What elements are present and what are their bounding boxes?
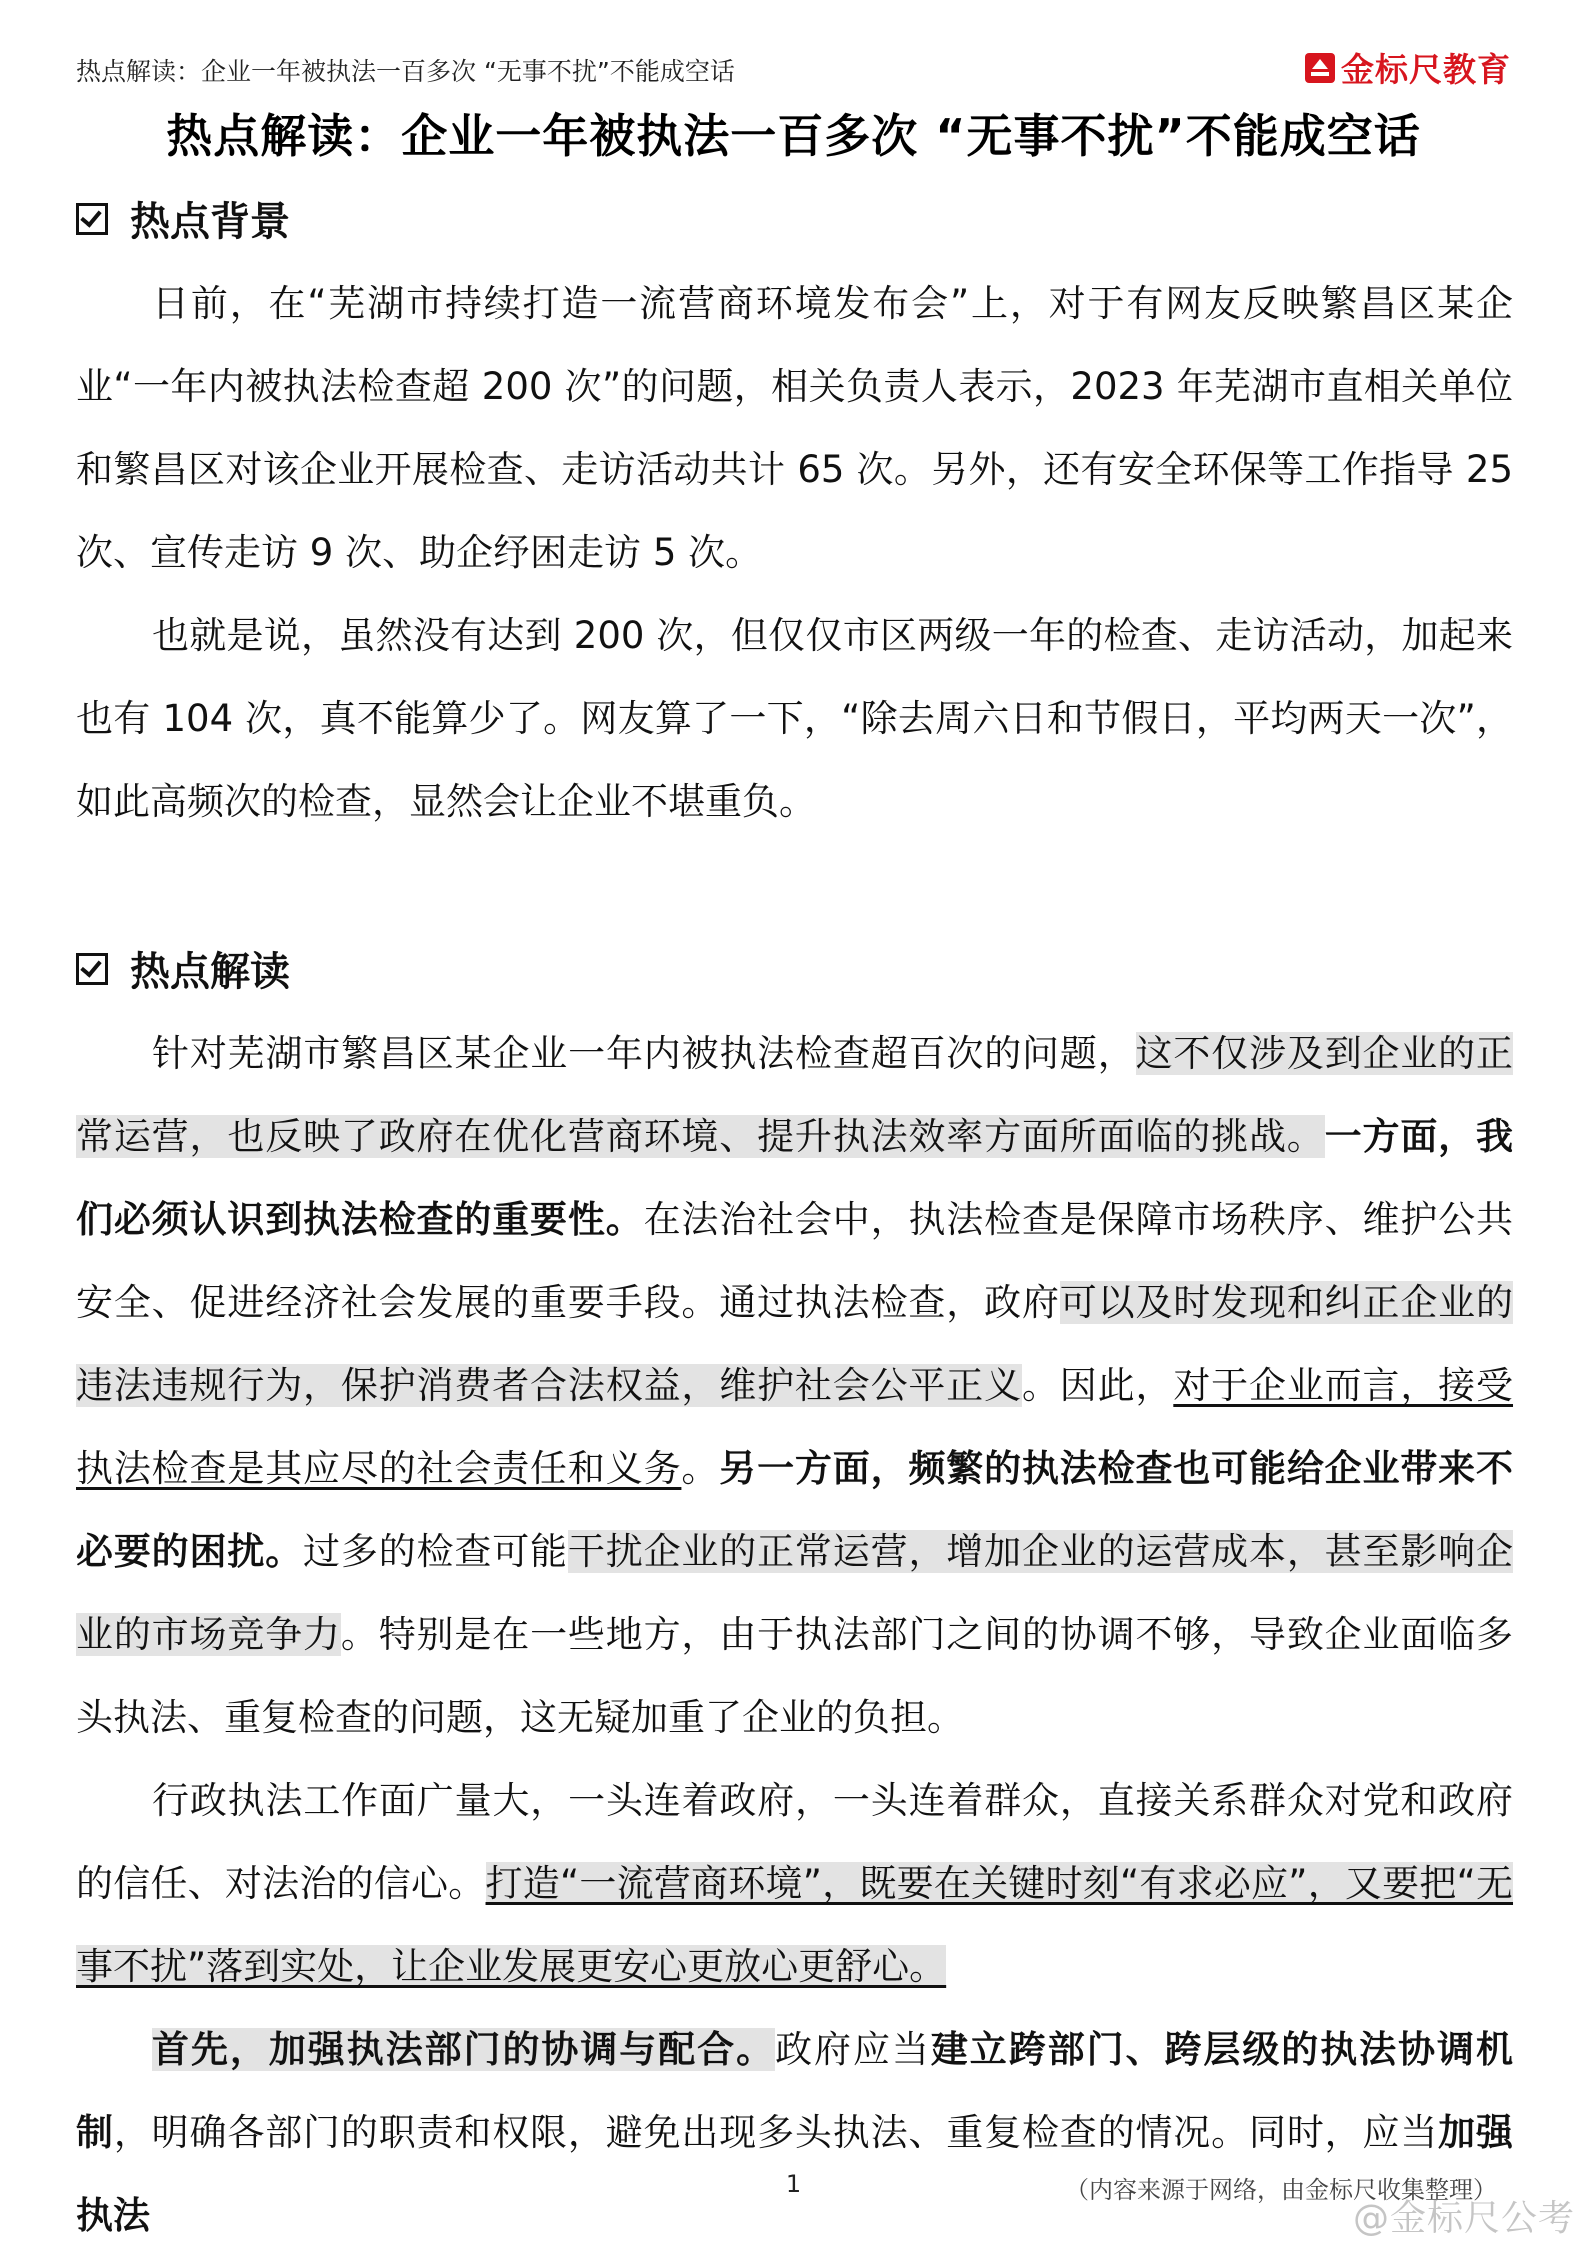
paragraph [76, 1759, 1513, 2008]
highlighted-bold-text: 首先，加强执法部门的协调与配合。 [152, 2028, 776, 2071]
page-number: 1 [785, 2170, 802, 2198]
text-run: 过多的检查可能 [303, 1530, 568, 1573]
text-run: 针对芜湖市繁昌区某企业一年内被执法检查超百次的问题， [152, 1032, 1136, 1075]
paragraph [76, 2008, 1513, 2257]
checkbox-icon [76, 953, 108, 985]
section-heading-analysis [76, 940, 290, 997]
page-footer [0, 2168, 1587, 2208]
text-run: 行政执法工作面广量大，一头连着政府，一头连着群众，直接关系群众对党和政府的信任、对法治的信心。 [76, 1779, 1513, 1905]
document-title: 热点解读：企业一年被执法一百多次 “无事不扰”不能成空话 [166, 109, 1421, 163]
text-run: ，明确各部门的职责和权限，避免出现多头执法、重复检查的情况。同时，应当 [113, 2111, 1439, 2154]
text-run: 政府应当 [775, 2028, 931, 2071]
highlighted-text: 这不仅涉及到企业的正常运营，也反映了政府在优化营商环境、提升执法效率方面所面临的挑战。 [76, 1032, 1514, 1158]
section-heading-text: 热点背景 [130, 199, 290, 245]
bold-text: 一方面，我们必须认识到执法检查的重要性。 [76, 1115, 1514, 1241]
paragraph: 也就是说，虽然没有达到 200 次，但仅仅市区两级一年的检查、走访活动，加起来也有 104 次，真不能算少了。网友算了一下，“除去周六日和节假日，平均两天一次”，如此高频次的检查，显然会让企业不堪重负。 [76, 614, 1513, 823]
text-run: 。特别是在一些地方，由于执法部门之间的协调不够，导致企业面临多头执法、重复检查的问题，这无疑加重了企业的负担。 [76, 1613, 1514, 1739]
background-body [76, 262, 1513, 843]
logo-icon [1305, 53, 1335, 83]
paragraph [76, 1012, 1513, 1759]
running-header [76, 44, 1511, 94]
section-heading-background [76, 190, 290, 247]
text-run: 。 [681, 1447, 720, 1490]
bold-text: 另一方面，频繁的执法检查也可能给企业带来不必要的困扰。 [76, 1447, 1514, 1573]
paragraph: 日前，在“芜湖市持续打造一流营商环境发布会”上，对于有网友反映繁昌区某企业“一年内被执法检查超 200 次”的问题，相关负责人表示，2023 年芜湖市直相关单位和繁昌区对该企业开展检查、走访活动共计 65 次。另外，还有安全环保等工作指导 25 次、宣传走访 9 次、助企纾困走访 5 次。 [76, 282, 1513, 574]
highlighted-text: 可以及时发现和纠正企业的违法违规行为，保护消费者合法权益，维护社会公平正义 [76, 1281, 1514, 1407]
text-run: 在法治社会中，执法检查是保障市场秩序、维护公共安全、促进经济社会发展的重要手段。通过执法检查，政府 [76, 1198, 1514, 1324]
analysis-body [76, 1012, 1513, 2257]
source-note: （内容来源于网络，由金标尺收集整理） [1065, 2176, 1497, 2204]
text-run: 。因此， [1021, 1364, 1174, 1407]
running-title: 热点解读：企业一年被执法一百多次 “无事不扰”不能成空话 [76, 57, 735, 86]
section-heading-text: 热点解读 [130, 949, 290, 995]
logo-text: 金标尺教育 [1341, 50, 1511, 89]
bold-text: 建立跨部门、跨层级的执法协调机制 [76, 2028, 1514, 2154]
highlighted-text: 干扰企业的正常运营，增加企业的运营成本，甚至影响企业的市场竞争力 [76, 1530, 1514, 1656]
underlined-text: 对于企业而言，接受执法检查是其应尽的社会责任和义务 [76, 1364, 1514, 1490]
brand-logo [1305, 44, 1511, 91]
checkbox-icon [76, 203, 108, 235]
highlighted-underlined-text: 打造“一流营商环境”，既要在关键时刻“有求必应”，又要把“无事不扰”落到实处，让企业发展更安心更放心更舒心。 [76, 1862, 1514, 1988]
bold-text: 加强执法 [76, 2111, 1514, 2237]
watermark: @金标尺公考 [1352, 2198, 1575, 2239]
